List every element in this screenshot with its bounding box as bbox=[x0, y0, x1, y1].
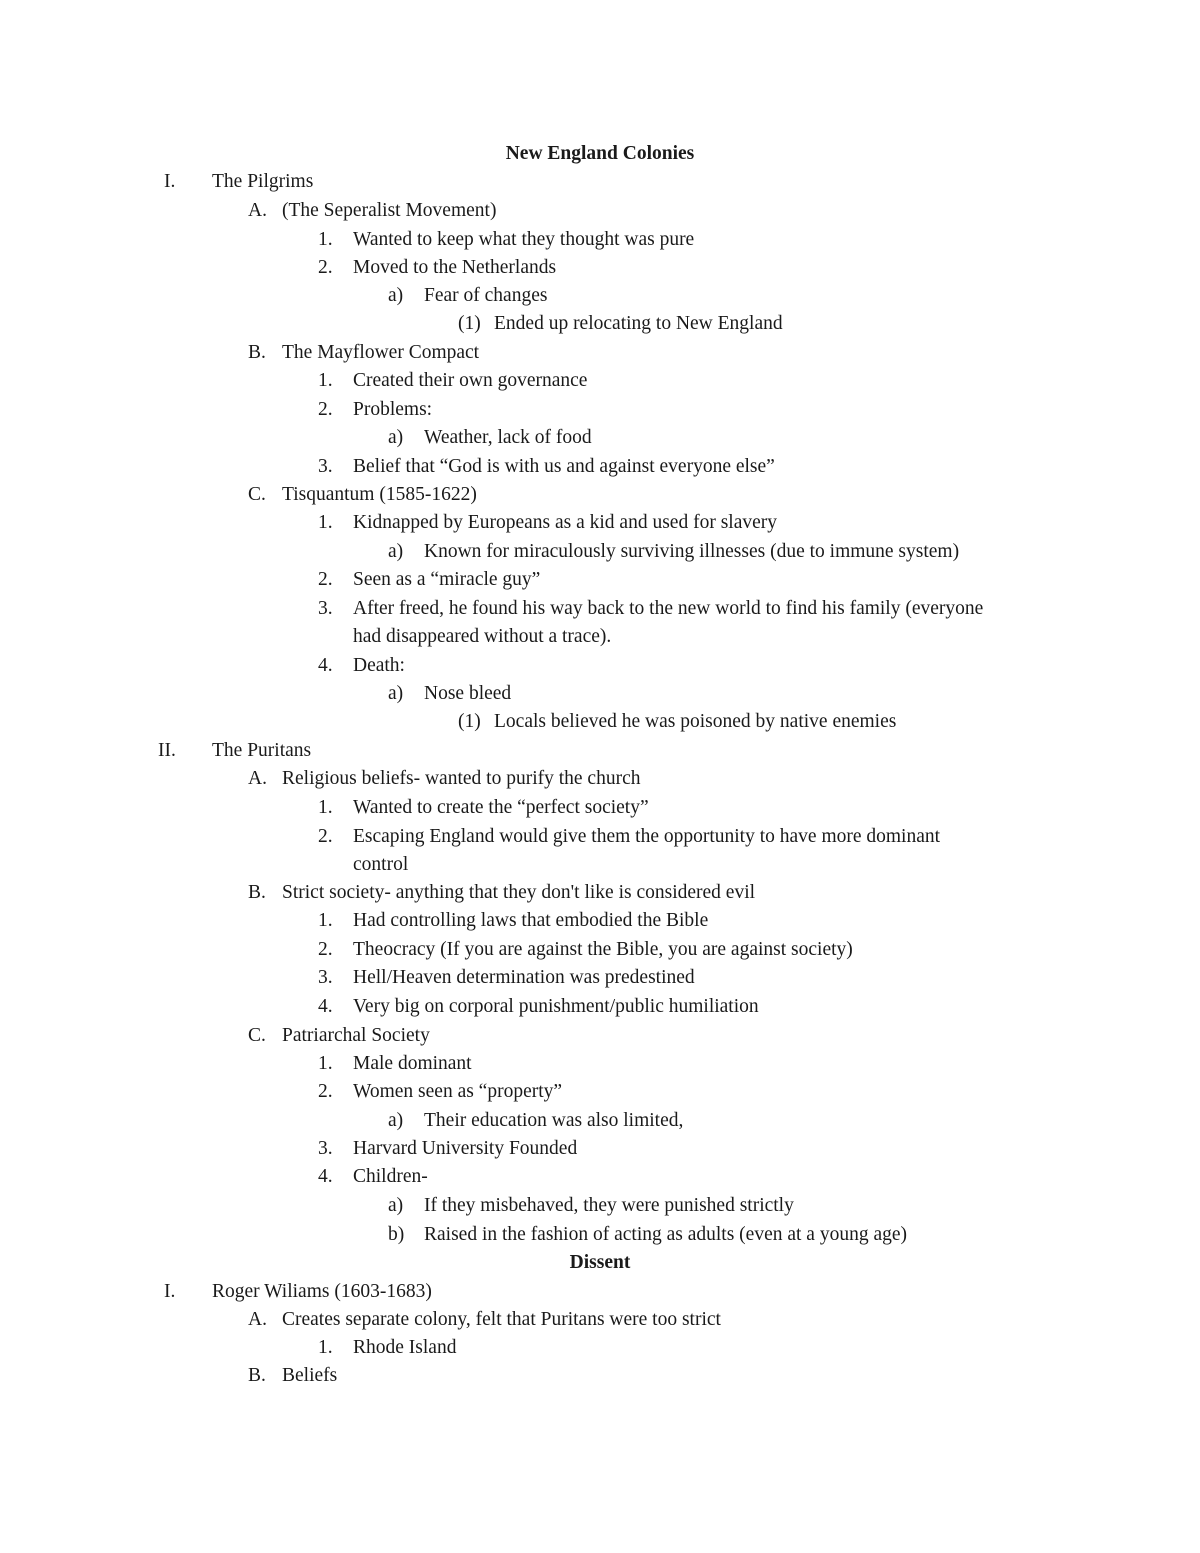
outline-text: Known for miraculously surviving illnesses (due to immune system) bbox=[424, 541, 960, 562]
outline-marker: 2. bbox=[318, 939, 333, 960]
outline-text: Locals believed he was poisoned by native enemies bbox=[494, 711, 897, 732]
outline-marker: (1) bbox=[458, 711, 481, 732]
outline-marker: 2. bbox=[318, 257, 333, 278]
outline-text: If they misbehaved, they were punished strictly bbox=[424, 1195, 794, 1216]
outline-text: Kidnapped by Europeans as a kid and used for slavery bbox=[353, 512, 778, 533]
outline-text: The Puritans bbox=[212, 740, 312, 761]
outline-text: Women seen as “property” bbox=[353, 1081, 563, 1102]
outline-text: Tisquantum (1585-1622) bbox=[282, 484, 477, 505]
outline-marker: A. bbox=[248, 768, 267, 789]
outline-text: Rhode Island bbox=[353, 1337, 457, 1358]
document-title: New England Colonies bbox=[505, 143, 695, 164]
outline-text: Nose bleed bbox=[424, 683, 512, 704]
outline-marker: C. bbox=[248, 1025, 266, 1046]
outline-marker: C. bbox=[248, 484, 266, 505]
outline-text: Wanted to keep what they thought was pure bbox=[353, 229, 695, 250]
outline-text: The Pilgrims bbox=[212, 171, 314, 192]
outline-text: Escaping England would give them the opportunity to have more dominant bbox=[353, 826, 941, 847]
outline-marker: B. bbox=[248, 882, 266, 903]
outline-text: Wanted to create the “perfect society” bbox=[353, 797, 649, 818]
outline-text: Strict society- anything that they don't like is considered evil bbox=[282, 882, 756, 903]
outline-text: Death: bbox=[353, 655, 405, 676]
outline-marker: 2. bbox=[318, 569, 333, 590]
outline-text: Male dominant bbox=[353, 1053, 472, 1074]
outline-marker: B. bbox=[248, 342, 266, 363]
section-heading-dissent: Dissent bbox=[569, 1252, 631, 1273]
outline-marker: a) bbox=[388, 1110, 404, 1131]
outline-text: Religious beliefs- wanted to purify the church bbox=[282, 768, 641, 789]
outline-text: Very big on corporal punishment/public humiliation bbox=[353, 996, 759, 1017]
outline-marker: 2. bbox=[318, 826, 333, 847]
outline-text: Patriarchal Society bbox=[282, 1025, 430, 1046]
outline-text: Belief that “God is with us and against everyone else” bbox=[353, 456, 775, 477]
outline-marker: 3. bbox=[318, 967, 333, 988]
outline-text: Children- bbox=[353, 1166, 428, 1187]
outline-text: (The Seperalist Movement) bbox=[282, 200, 497, 221]
outline-text: Harvard University Founded bbox=[353, 1138, 578, 1159]
outline-marker: 4. bbox=[318, 655, 333, 676]
outline-text: Had controlling laws that embodied the Bible bbox=[353, 910, 709, 931]
outline-text: had disappeared without a trace). bbox=[353, 626, 612, 647]
outline-text: Beliefs bbox=[282, 1365, 338, 1386]
outline-text: Roger Wiliams (1603-1683) bbox=[212, 1281, 432, 1302]
outline-text: Created their own governance bbox=[353, 370, 588, 391]
outline-text: Ended up relocating to New England bbox=[494, 313, 783, 334]
outline-marker: (1) bbox=[458, 313, 481, 334]
outline-text: Weather, lack of food bbox=[424, 427, 592, 448]
outline-marker: a) bbox=[388, 1195, 404, 1216]
outline-text: Seen as a “miracle guy” bbox=[353, 569, 541, 590]
outline-marker: a) bbox=[388, 541, 404, 562]
outline-marker: 1. bbox=[318, 1337, 333, 1358]
outline-text: Hell/Heaven determination was predestined bbox=[353, 967, 695, 988]
outline-text: The Mayflower Compact bbox=[282, 342, 480, 363]
outline-marker: a) bbox=[388, 427, 404, 448]
outline-marker: b) bbox=[388, 1224, 405, 1245]
outline-marker: II. bbox=[158, 740, 176, 761]
outline-text: Theocracy (If you are against the Bible, you are against society) bbox=[353, 939, 853, 960]
outline-marker: I. bbox=[164, 171, 176, 192]
outline-marker: 2. bbox=[318, 399, 333, 420]
outline-marker: 4. bbox=[318, 1166, 333, 1187]
outline-marker: 1. bbox=[318, 512, 333, 533]
outline-marker: A. bbox=[248, 200, 267, 221]
outline-marker: a) bbox=[388, 683, 404, 704]
outline-marker: 1. bbox=[318, 910, 333, 931]
outline-marker: 1. bbox=[318, 1053, 333, 1074]
outline-marker: I. bbox=[164, 1281, 176, 1302]
outline-text: Problems: bbox=[353, 399, 433, 420]
outline-marker: 2. bbox=[318, 1081, 333, 1102]
outline-text: Creates separate colony, felt that Puritans were too strict bbox=[282, 1309, 721, 1330]
outline-marker: A. bbox=[248, 1309, 267, 1330]
outline-text: control bbox=[353, 854, 409, 875]
outline-text: Moved to the Netherlands bbox=[353, 257, 557, 278]
outline-marker: B. bbox=[248, 1365, 266, 1386]
outline-marker: 3. bbox=[318, 456, 333, 477]
outline-text: Raised in the fashion of acting as adults (even at a young age) bbox=[424, 1224, 908, 1245]
outline-marker: 3. bbox=[318, 598, 333, 619]
outline-text: Their education was also limited, bbox=[424, 1110, 684, 1131]
outline-text: After freed, he found his way back to the new world to find his family (everyone bbox=[353, 598, 984, 619]
outline-marker: 1. bbox=[318, 797, 333, 818]
outline-marker: 4. bbox=[318, 996, 333, 1017]
outline-marker: 1. bbox=[318, 370, 333, 391]
outline-text: Fear of changes bbox=[424, 285, 548, 306]
outline-marker: 1. bbox=[318, 229, 333, 250]
outline-marker: a) bbox=[388, 285, 404, 306]
outline-marker: 3. bbox=[318, 1138, 333, 1159]
